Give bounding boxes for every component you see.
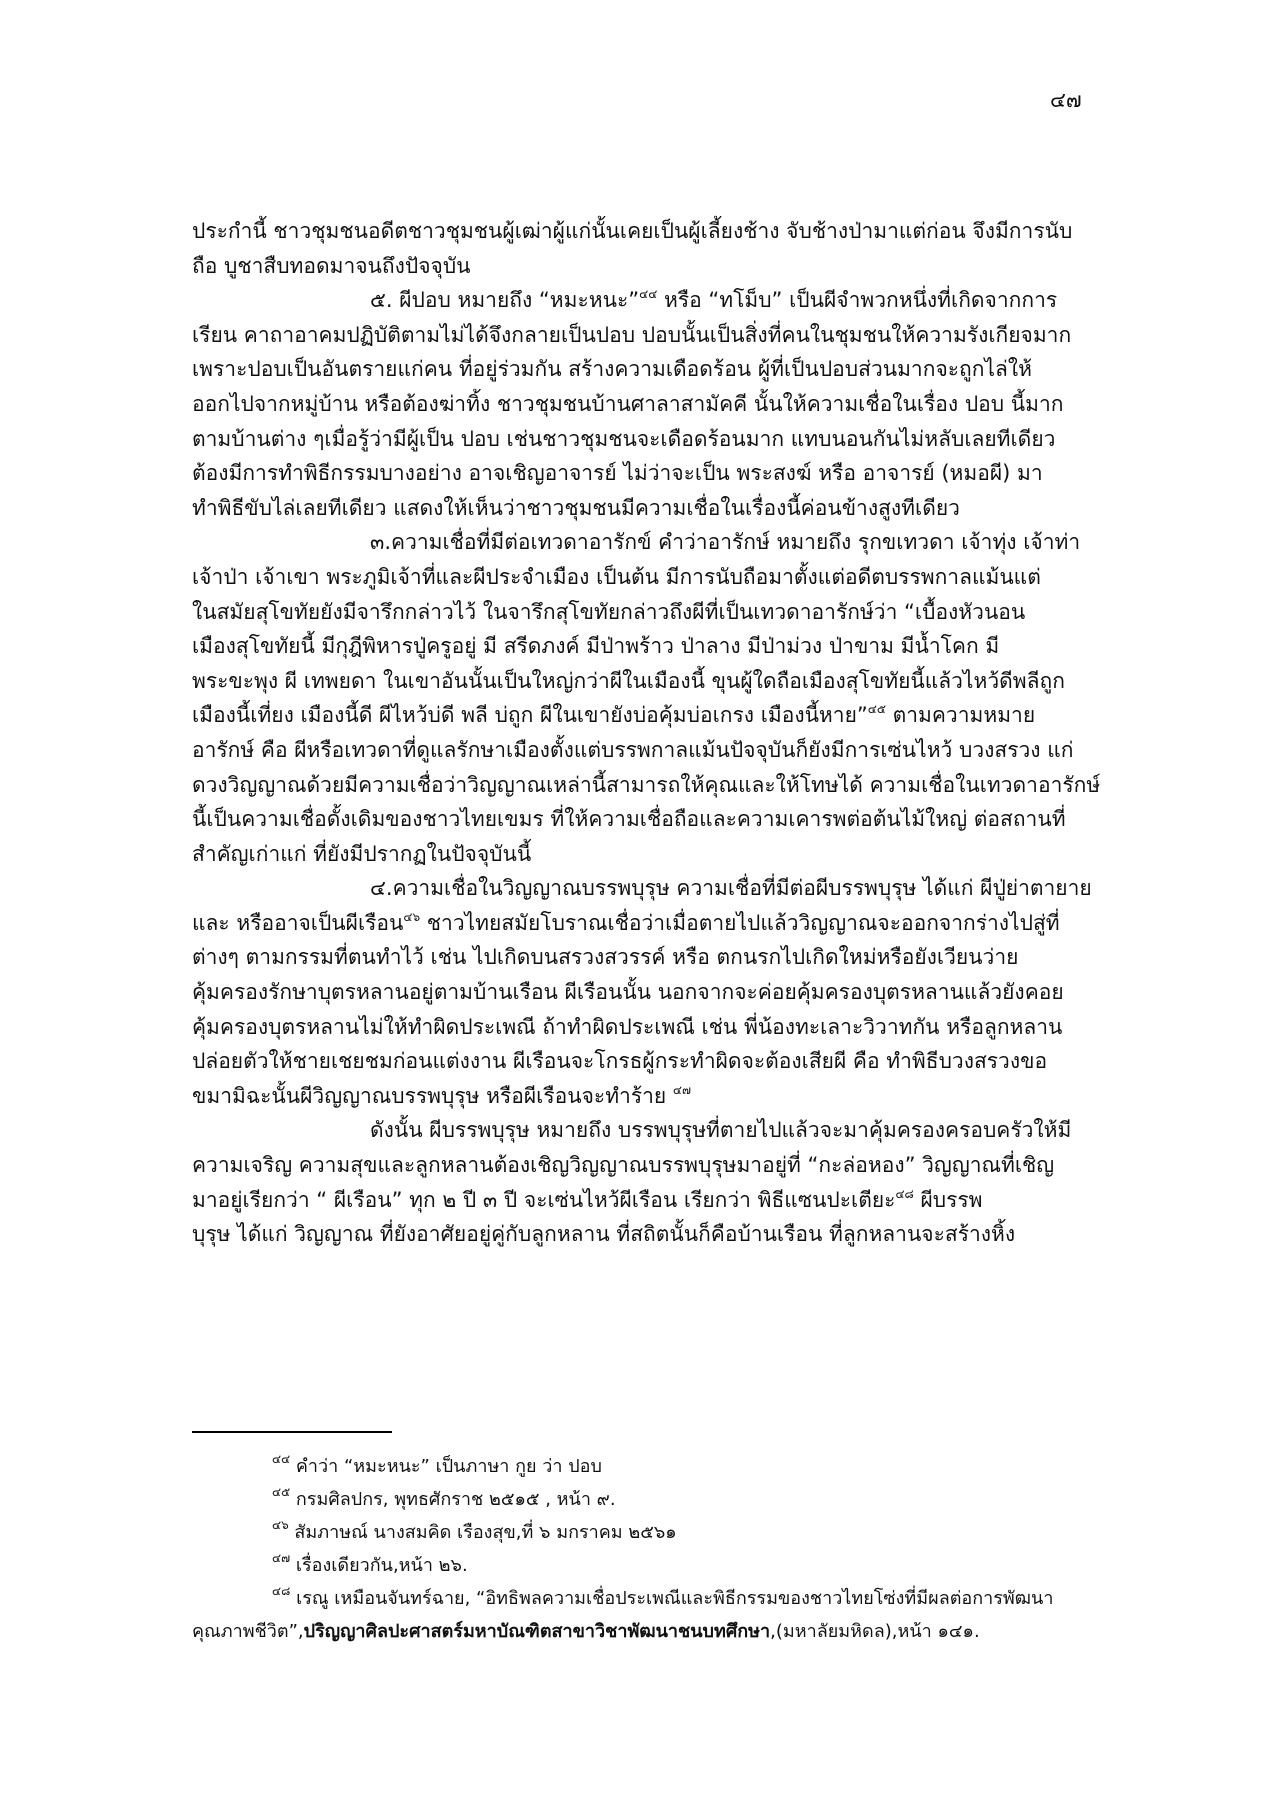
text-segment: กรมศิลปกร, พุทธศักราช ๒๕๑๕ , หน้า ๙.	[290, 1489, 616, 1510]
body-line	[192, 940, 1084, 975]
body-line	[192, 1044, 1084, 1079]
text-segment: พระขะพุง ผี เทพยดา ในเขาอันนั้นเป็นใหญ่กว่าผีในเมืองนี้ ขุนผู้ใดถือเมืองสุโขทัยนี้แล้วไหว้ดีพลีถูก	[192, 668, 1065, 693]
text-segment: เมืองสุโขทัยนี้ มีกุฎีพิหารปู่ครูอยู่ มี สรีดภงค์ มีป่าพร้าว ป่าลาง มีป่าม่วง ป่าขาม มีน้ำโคก มี	[192, 634, 1000, 659]
body-line	[192, 733, 1084, 768]
footnote-divider	[192, 1431, 392, 1433]
text-segment: เรื่องเดียวกัน,หน้า ๒๖.	[290, 1555, 468, 1576]
text-segment: ต่างๆ ตามกรรมที่ตนทำไว้ เช่น ไปเกิดบนสรวงสวรรค์ หรือ ตกนรกไปเกิดใหม่หรือยังเวียนว่าย	[192, 945, 1019, 970]
body-line	[192, 975, 1084, 1010]
body-line	[192, 560, 1084, 595]
body-line	[192, 491, 1084, 526]
text-segment: ตามบ้านต่าง ๆเมื่อรู้ว่ามีผู้เป็น ปอบ เช่นชาวชุมชนจะเดือดร้อนมาก แทบนอนกันไม่หลับเลยทีเดียว	[192, 426, 1056, 451]
text-segment: ดังนั้น ผีบรรพบุรุษ หมายถึง บรรพบุรุษที่ตายไปแล้วจะมาคุ้มครองครอบครัวให้มี	[370, 1118, 1072, 1143]
text-segment: มาอยู่เรียกว่า “ ผีเรือน” ทุก ๒ ปี ๓ ปี จะเซ่นไหว้ผีเรือน เรียกว่า พิธีแซนปะเตียะ	[192, 1187, 896, 1212]
text-segment: เมืองนี้เที่ยง เมืองนี้ดี ผีไหว้บ่ดี พลี บ่ถูก ผีในเขายังบ่อคุ้มบ่อเกรง เมืองนี้หาย”	[192, 703, 868, 728]
text-segment: หรือ “ทโม็บ” เป็นผีจำพวกหนึ่งที่เกิดจากการ	[657, 288, 1058, 313]
body-line	[192, 249, 1084, 284]
footnote-ref: ๔๖	[403, 909, 421, 924]
footnotes	[192, 1450, 1092, 1648]
text-segment: คุณภาพชีวิต”,	[192, 1621, 304, 1642]
body-line	[192, 871, 1092, 906]
body-line	[192, 837, 1084, 872]
footnote-ref: ๔๘	[895, 1186, 914, 1201]
text-segment: ต้องมีการทำพิธีกรรมบางอย่าง อาจเชิญอาจารย์ ไม่ว่าจะเป็น พระสงฆ์ หรือ อาจารย์ (หมอผี) มา	[192, 461, 1043, 486]
text-segment: คุ้มครองบุตรหลานไม่ให้ทำผิดประเพณี ถ้าทำผิดประเพณี เช่น พี่น้องทะเลาะวิวาทกัน หรือลูกหลาน	[192, 1014, 1063, 1039]
body-line	[192, 352, 1084, 387]
body-line	[192, 768, 1101, 803]
footnote	[192, 1549, 1092, 1582]
footnote-ref: ๔๗	[672, 1082, 691, 1097]
text-segment: และ หรืออาจเป็นผีเรือน	[192, 910, 404, 935]
body-line	[192, 318, 1084, 353]
text-segment: ดวงวิญญาณด้วยมีความเชื่อว่าวิญญาณเหล่านี้สามารถให้คุณและให้โทษได้ ความเชื่อในเทวดาอารักษ์	[192, 772, 1101, 797]
footnote-ref: ๔๔	[272, 1452, 291, 1466]
text-segment: ผีบรรพ	[913, 1187, 983, 1212]
body-text	[192, 214, 1101, 1252]
body-line	[192, 283, 1084, 318]
footnote-ref: ๔๖	[272, 1518, 289, 1532]
text-segment: ,(มหาลัยมหิดล),หน้า ๑๔๑.	[770, 1621, 980, 1642]
text-segment: ชาวไทยสมัยโบราณเชื่อว่าเมื่อตายไปแล้ววิญญาณจะออกจากร่างไปสู่ที่	[420, 910, 1060, 935]
body-line	[192, 802, 1084, 837]
text-segment: ออกไปจากหมู่บ้าน หรือต้องฆ่าทิ้ง ชาวชุมชนบ้านศาลาสามัคคี นั้นให้ความเชื่อในเรื่อง ปอบ นี้มาก	[192, 391, 1064, 416]
text-segment: ๔.ความเชื่อในวิญญาณบรรพบุรุษ ความเชื่อที่มีต่อผีบรรพบุรุษ ได้แก่ ผีปู่ย่าตายาย	[370, 876, 1092, 901]
footnote-ref: ๔๕	[867, 702, 886, 717]
text-segment: คุ้มครองรักษาบุตรหลานอยู่ตามบ้านเรือน ผีเรือนนั้น นอกจากจะค่อยคุ้มครองบุตรหลานแล้วยังคอย	[192, 980, 1064, 1005]
body-line	[192, 1217, 1084, 1252]
body-line	[192, 456, 1084, 491]
footnote-ref: ๔๘	[272, 1584, 291, 1598]
page-number: ๔๗	[1050, 88, 1082, 112]
body-line	[192, 422, 1084, 457]
text-segment: ๓.ความเชื่อที่มีต่อเทวดาอารักข์ คำว่าอารักษ์ หมายถึง รุกขเทวดา เจ้าทุ่ง เจ้าท่า	[370, 530, 1081, 555]
text-segment: สัมภาษณ์ นางสมคิด เรืองสุข,ที่ ๖ มกราคม ๒๕๖๑	[288, 1522, 677, 1543]
text-segment: นี้เป็นความเชื่อดั้งเดิมของชาวไทยเขมร ที่ให้ความเชื่อถือและความเคารพต่อต้นไม้ใหญ่ ต่อสถานที่	[192, 807, 1066, 832]
text-segment: เรณู เหมือนจันทร์ฉาย, “อิทธิพลความเชื่อประเพณีและพิธีกรรมของชาวไทยโซ่งที่มีผลต่อการพัฒนา	[290, 1588, 1054, 1609]
body-line	[192, 629, 1084, 664]
text-segment: ทำพิธีขับไล่เลยทีเดียว แสดงให้เห็นว่าชาวชุมชนมีความเชื่อในเรื่องนี้ค่อนข้างสูงทีเดียว	[192, 495, 960, 520]
footnote	[192, 1582, 1092, 1615]
body-line	[192, 214, 1084, 249]
text-segment: ปริญญาศิลปะศาสตร์มหาบัณฑิตสาขาวิชาพัฒนาชนบทศึกษา	[303, 1621, 771, 1642]
text-segment: สำคัญเก่าแก่ ที่ยังมีปรากฏในปัจจุบันนี้	[192, 841, 532, 866]
body-line	[192, 1148, 1084, 1183]
body-line	[192, 906, 1084, 941]
body-line	[192, 1079, 1084, 1114]
text-segment: เจ้าป่า เจ้าเขา พระภูมิเจ้าที่และผีประจำเมือง เป็นต้น มีการนับถือมาตั้งแต่อดีตบรรพกาลแม้นแต่	[192, 564, 1041, 589]
text-segment: ตามความหมาย	[885, 703, 1036, 728]
text-segment: ปล่อยตัวให้ชายเชยชมก่อนแต่งงาน ผีเรือนจะโกรธผู้กระทำผิดจะต้องเสียผี คือ ทำพิธีบวงสรวงขอ	[192, 1049, 1048, 1074]
body-line	[192, 1010, 1084, 1045]
body-line	[192, 698, 1084, 733]
body-line	[192, 387, 1084, 422]
body-line	[192, 664, 1084, 699]
footnote	[192, 1615, 1092, 1648]
text-segment: ความเจริญ ความสุขและลูกหลานต้องเชิญวิญญาณบรรพบุรุษมาอยู่ที่ “กะล่อหอง” วิญญาณที่เชิญ	[192, 1153, 1055, 1178]
footnote-ref: ๔๗	[272, 1551, 291, 1565]
text-segment: เพราะปอบเป็นอันตรายแก่คน ที่อยู่ร่วมกัน สร้างความเดือดร้อน ผู้ที่เป็นปอบส่วนมากจะถูกไล่ให้	[192, 357, 1032, 382]
text-segment: อารักษ์ คือ ผีหรือเทวดาที่ดูแลรักษาเมืองตั้งแต่บรรพกาลแม้นปัจจุบันก็ยังมีการเซ่นไหว้ บวงสรวง แก่	[192, 737, 1074, 762]
body-line	[192, 595, 1084, 630]
text-segment: ถือ บูชาสืบทอดมาจนถึงปัจจุบัน	[192, 253, 471, 278]
footnote	[192, 1483, 1092, 1516]
text-segment: เรียน คาถาอาคมปฏิบัติตามไม่ได้จึงกลายเป็นปอบ ปอบนั้นเป็นสิ่งที่คนในชุมชนให้ความรังเกียจมาก	[192, 322, 1072, 347]
body-line	[192, 525, 1084, 560]
text-segment: ในสมัยสุโขทัยยังมีจารึกกล่าวไว้ ในจารึกสุโขทัยกล่าวถึงผีที่เป็นเทวดาอารักษ์ว่า “เบื้องหัวนอน	[192, 599, 1026, 624]
footnote-ref: ๔๕	[272, 1485, 291, 1499]
text-segment: ประกำนี้ ชาวชุมชนอดีตชาวชุมชนผู้เฒ่าผู้แก่นั้นเคยเป็นผู้เลี้ยงช้าง จับช้างป่ามาแต่ก่อน จึงมีการนับ	[192, 219, 1073, 243]
text-segment: คำว่า “หมะหนะ” เป็นภาษา กูย ว่า ปอบ	[290, 1456, 602, 1477]
text-segment: บุรุษ ได้แก่ วิญญาณ ที่ยังอาศัยอยู่คู่กับลูกหลาน ที่สถิตนั้นก็คือบ้านเรือน ที่ลูกหลานจะสร้างหิ้ง	[192, 1222, 1016, 1247]
body-line	[192, 1113, 1084, 1148]
footnote	[192, 1516, 1092, 1549]
text-segment: ๕. ผีปอบ หมายถึง “หมะหนะ”	[370, 288, 640, 313]
footnote-ref: ๔๔	[639, 287, 658, 302]
body-line	[192, 1183, 1084, 1218]
footnote	[192, 1450, 1092, 1483]
text-segment: ขมามิฉะนั้นผีวิญญาณบรรพบุรุษ หรือผีเรือนจะทำร้าย	[192, 1083, 673, 1108]
